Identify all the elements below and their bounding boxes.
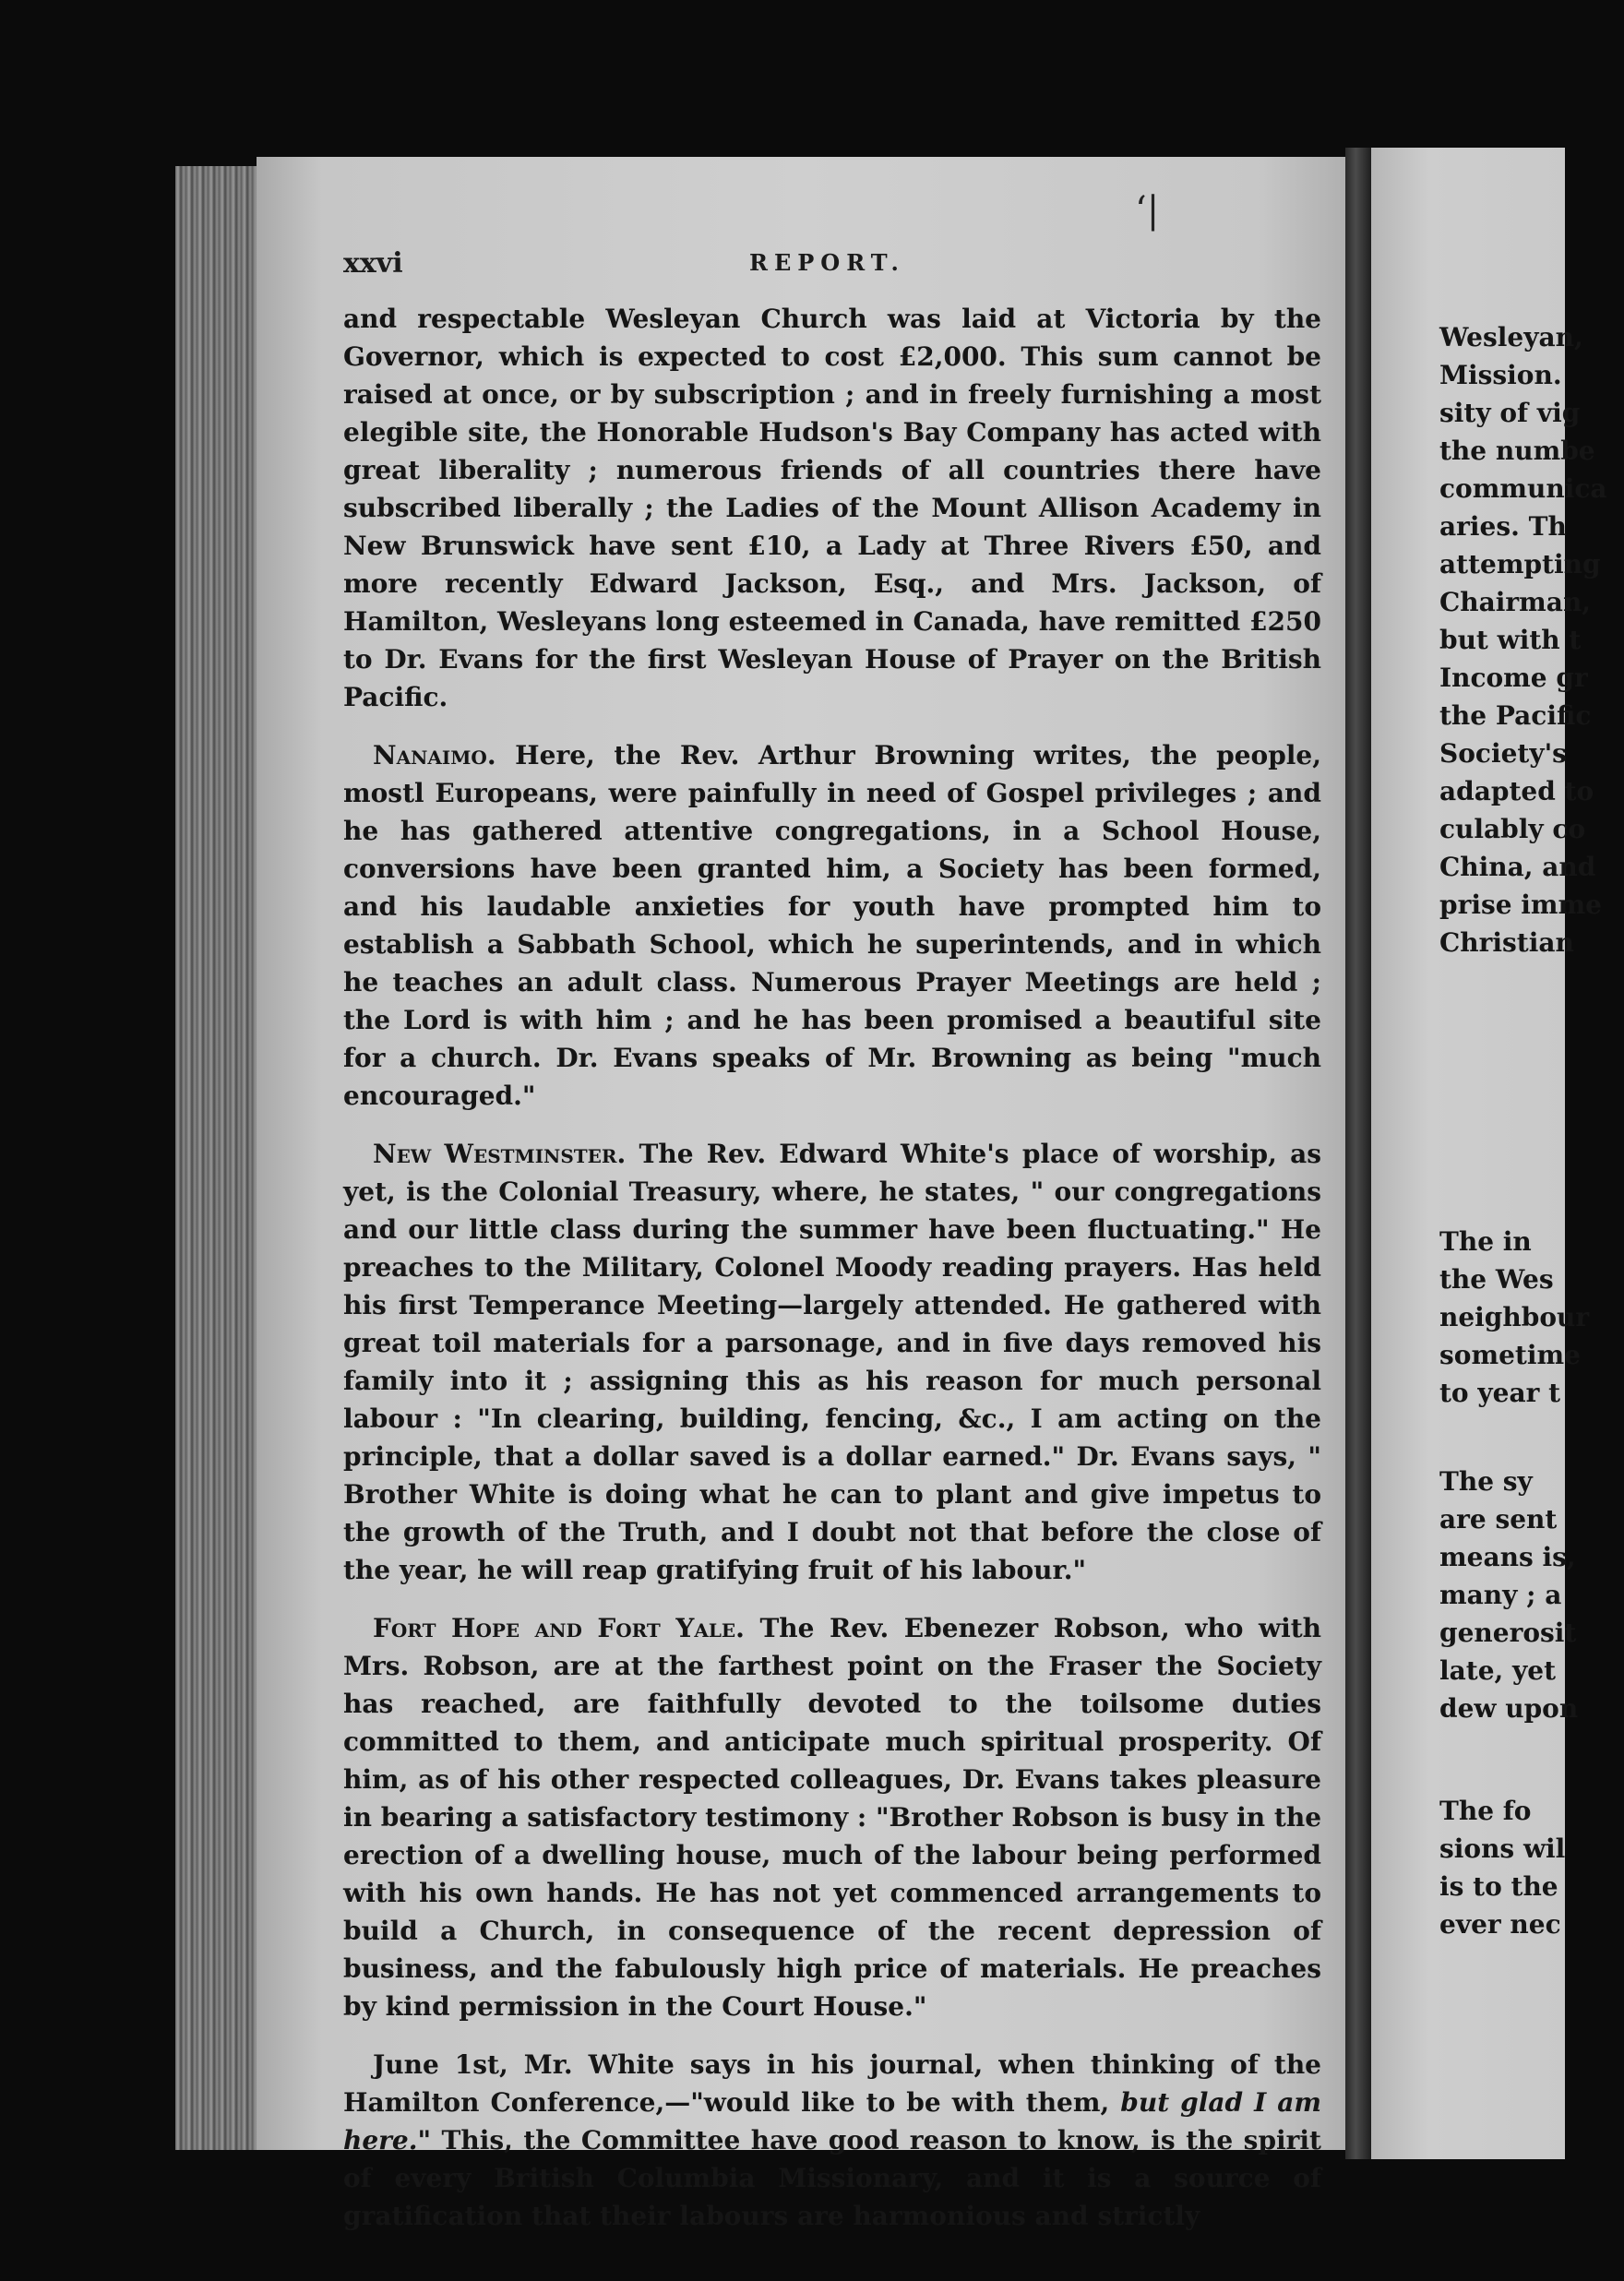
page-stack-edges <box>175 166 263 2150</box>
right-line: The in <box>1439 1226 1532 1257</box>
paragraph-fort-hope-text: The Rev. Ebenezer Robson, who with Mrs. Robson, are at the farthest point on the Fraser the Society has reached, are faithfully devoted to the toilsome duties committed to them, and anticipate much spiritual prosperity. Of him, as of his other respected colleagues, Dr. Evans takes pleasure in bearing a satisfactory testimony : "Brother Robson is busy in the erection of a dwelling house, much of the labour being performed with his own hands. He has not yet commenced arrangements to build a Church, in consequence of the recent depression of business, and the fabulously high price of materials. He preaches by kind permission in the Court House." <box>343 1613 1322 2022</box>
right-line: The fo <box>1439 1796 1532 1826</box>
right-line: China, and <box>1439 852 1596 882</box>
paragraph-june-end: " This, the Committee have good reason to know, is the spirit of every British Columbia Missionary, and it is a source of gratification that their labours are harmonious and strictly <box>343 2125 1321 2231</box>
running-head <box>343 247 1321 284</box>
right-line: late, yet <box>1439 1655 1557 1686</box>
right-line: sity of vig <box>1439 398 1581 428</box>
paragraph-nanaimo-text: Here, the Rev. Arthur Browning writes, the people, mostl Europeans, were painfully in need of Gospel privileges ; and he has gathered attentive congregations, in a School House, conversions have been granted him, a Society has been formed, and his laudable anxieties for youth have prompted him to establish a Sabbath School, which he superintends, and in which he teaches an adult class. Numerous Prayer Meetings are held ; the Lord is with him ; and he has been promised a beautiful site for a church. Dr. Evans speaks of Mr. Browning as being "much encouraged." <box>343 740 1321 1111</box>
right-page-text-group-4 <box>1439 1792 1624 1943</box>
section-heading-new-westminster: New Westminster. <box>373 1139 627 1169</box>
right-line: aries. Th <box>1439 511 1567 542</box>
paragraph-victoria-church: and respectable Wesleyan Church was laid at Victoria by the Governor, which is expected to cost £2,000. This sum cannot be raised at once, or by subscription ; and in freely furnishing a most elegible site, the Honorable Hudson's Bay Company has acted with great liberality ; numerous friends of all countries there have subscribed liberally ; the Ladies of the Mount Allison Academy in New Brunswick have sent £10, a Lady at Three Rivers £50, and more recently Edward Jackson, Esq., and Mrs. Jackson, of Hamilton, Wesleyans long esteemed in Canada, have remitted £250 to Dr. Evans for the first Wesleyan House of Prayer on the British Pacific. <box>343 304 1321 712</box>
right-line: to year t <box>1439 1378 1561 1408</box>
right-line: generosit <box>1439 1618 1577 1648</box>
right-line: Wesleyan, <box>1439 322 1583 352</box>
paragraph-june-italic: but glad I am here. <box>343 2087 1322 2156</box>
paragraph-new-westminster-text: The Rev. Edward White's place of worship, as yet, is the Colonial Treasury, where, he states, " our congregations and our little class during the summer have been fluctuating." He preaches to the Military, Colonel Moody reading prayers. Has held his first Temperance Meeting—largely attended. He gathered with great toil materials for a parsonage, and in five days removed his family into it ; assigning this as his reason for much personal labour : "In clearing, building, fencing, &c., I am acting on the principle, that a dollar saved is a dollar earned." Dr. Evans says, " Brother White is doing what he can to plant and give impetus to the growth of the Truth, and I doubt not that before the close of the year, he will reap gratifying fruit of his labour." <box>343 1139 1322 1585</box>
right-line: Income gr <box>1439 663 1588 693</box>
right-line: prise imme <box>1439 890 1602 920</box>
section-heading-nanaimo: Nanaimo. <box>373 740 496 770</box>
right-line: dew upon <box>1439 1693 1579 1724</box>
main-text <box>343 300 1321 2235</box>
right-line: culably co <box>1439 814 1586 844</box>
right-line: Christian <box>1439 927 1574 958</box>
right-page-text-group-2 <box>1439 1223 1624 1412</box>
book-gutter <box>1345 148 1371 2159</box>
page-header-title: REPORT. <box>749 249 905 276</box>
right-line: Chairman, <box>1439 587 1592 617</box>
right-line: the Wes <box>1439 1264 1554 1295</box>
right-line: adapted to <box>1439 776 1594 806</box>
right-line: Mission. <box>1439 360 1562 390</box>
right-line: attempting <box>1439 549 1601 579</box>
section-heading-fort-hope: Fort Hope and Fort Yale. <box>373 1613 745 1643</box>
right-page-text-group-1 <box>1439 318 1624 961</box>
paragraph-fort-hope <box>343 1609 1321 2025</box>
right-line: means is, <box>1439 1542 1576 1572</box>
right-line: neighbour <box>1439 1302 1590 1332</box>
right-line: the Pacific <box>1439 700 1592 731</box>
right-line: Society's <box>1439 738 1567 769</box>
right-line: sions wil <box>1439 1833 1566 1864</box>
right-line: is to the <box>1439 1871 1558 1902</box>
right-line: but with t <box>1439 625 1582 655</box>
right-line: The sy <box>1439 1466 1533 1497</box>
paragraph-june-start: June 1st, Mr. White says in his journal, when thinking of the Hamilton Conference,—"would like to be with them, <box>343 2049 1321 2118</box>
right-line: sometime <box>1439 1340 1581 1370</box>
right-line: the numbe <box>1439 436 1595 466</box>
paragraph-nanaimo <box>343 736 1321 1115</box>
paragraph-june-journal <box>343 2046 1321 2235</box>
right-line: ever nec <box>1439 1909 1561 1940</box>
page-number: xxvi <box>343 247 403 280</box>
right-line: many ; a <box>1439 1580 1562 1610</box>
right-line: are sent <box>1439 1504 1558 1535</box>
paragraph-new-westminster <box>343 1135 1321 1589</box>
right-page-text-group-3 <box>1439 1463 1624 1727</box>
pencil-mark: ʻ| <box>1135 189 1160 232</box>
right-line: communica <box>1439 473 1607 504</box>
